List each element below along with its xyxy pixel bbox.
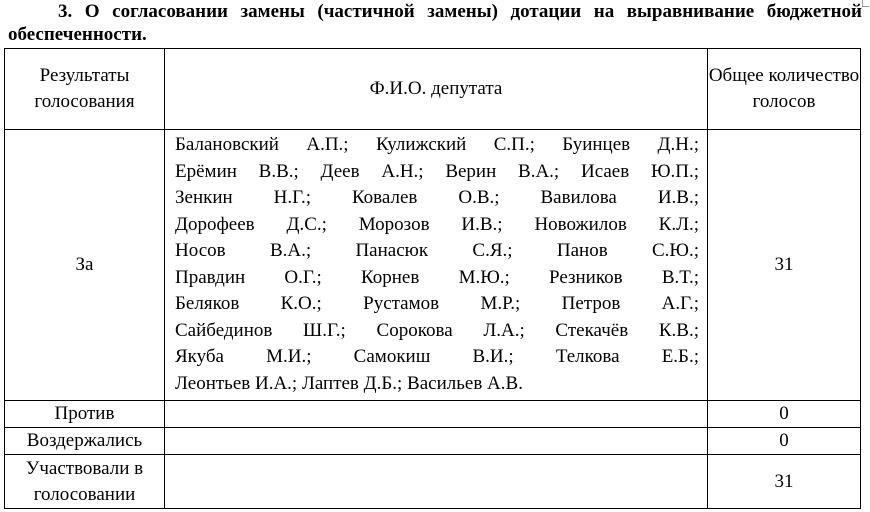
header-total: Общее количество голосов (708, 49, 861, 130)
table-row-abstained (5, 428, 861, 455)
row-for-total: 31 (708, 130, 861, 401)
row-participated-total: 31 (708, 455, 861, 509)
deputy-names-line: Балановский А.П.; Кулижский С.П.; Буинцев Д.Н.; (175, 134, 699, 155)
deputy-names-line: Правдин О.Г.; Корнев М.Ю.; Резников В.Т.; (175, 266, 699, 288)
table-row-for (5, 130, 861, 401)
row-participated-deputies (165, 455, 708, 509)
row-for-deputies (165, 130, 708, 401)
table-row-participated (5, 455, 861, 509)
deputy-names-line: Носов В.А.; Панасюк С.Я.; Панов С.Ю.; (175, 240, 699, 261)
voting-results-table (4, 48, 861, 509)
header-results: Результаты голосования (5, 49, 165, 130)
deputy-names-line: Ерёмин В.В.; Деев А.Н.; Верин В.А.; Исаев Ю.П.; (175, 160, 699, 182)
row-participated-label: Участвовали в голосовании (5, 455, 165, 509)
row-abstained-label: Воздержались (5, 428, 165, 455)
deputy-names-line: Беляков К.О.; Рустамов М.Р.; Петров А.Г.; (175, 293, 699, 314)
deputy-names-line: Зенкин Н.Г.; Ковалев О.В.; Вавилова И.В.; (175, 187, 699, 208)
table-row-against (5, 401, 861, 428)
resolution-heading: 3. О согласовании замены (частичной замены) дотации на выравнивание бюджетной обеспеченности. (8, 1, 862, 45)
row-abstained-deputies (165, 428, 708, 455)
table-header-row (5, 49, 861, 130)
deputy-names-line: Дорофеев Д.С.; Морозов И.В.; Новожилов К.Л.; (175, 213, 699, 235)
header-deputy: Ф.И.О. депутата (165, 49, 708, 130)
row-against-total: 0 (708, 401, 861, 428)
deputy-names-line: Леонтьев И.А.; Лаптев Д.Б.; Васильев А.В. (175, 372, 523, 394)
deputy-names-line: Сайбединов Ш.Г.; Сорокова Л.А.; Стекачёв К.В.; (175, 319, 699, 341)
row-for-label: За (5, 130, 165, 401)
row-against-deputies (165, 401, 708, 428)
row-against-label: Против (5, 401, 165, 428)
deputy-names-line: Якуба М.И.; Самокиш В.И.; Телкова Е.Б.; (175, 346, 699, 367)
page-corner-mark (862, 0, 869, 7)
row-abstained-total: 0 (708, 428, 861, 455)
